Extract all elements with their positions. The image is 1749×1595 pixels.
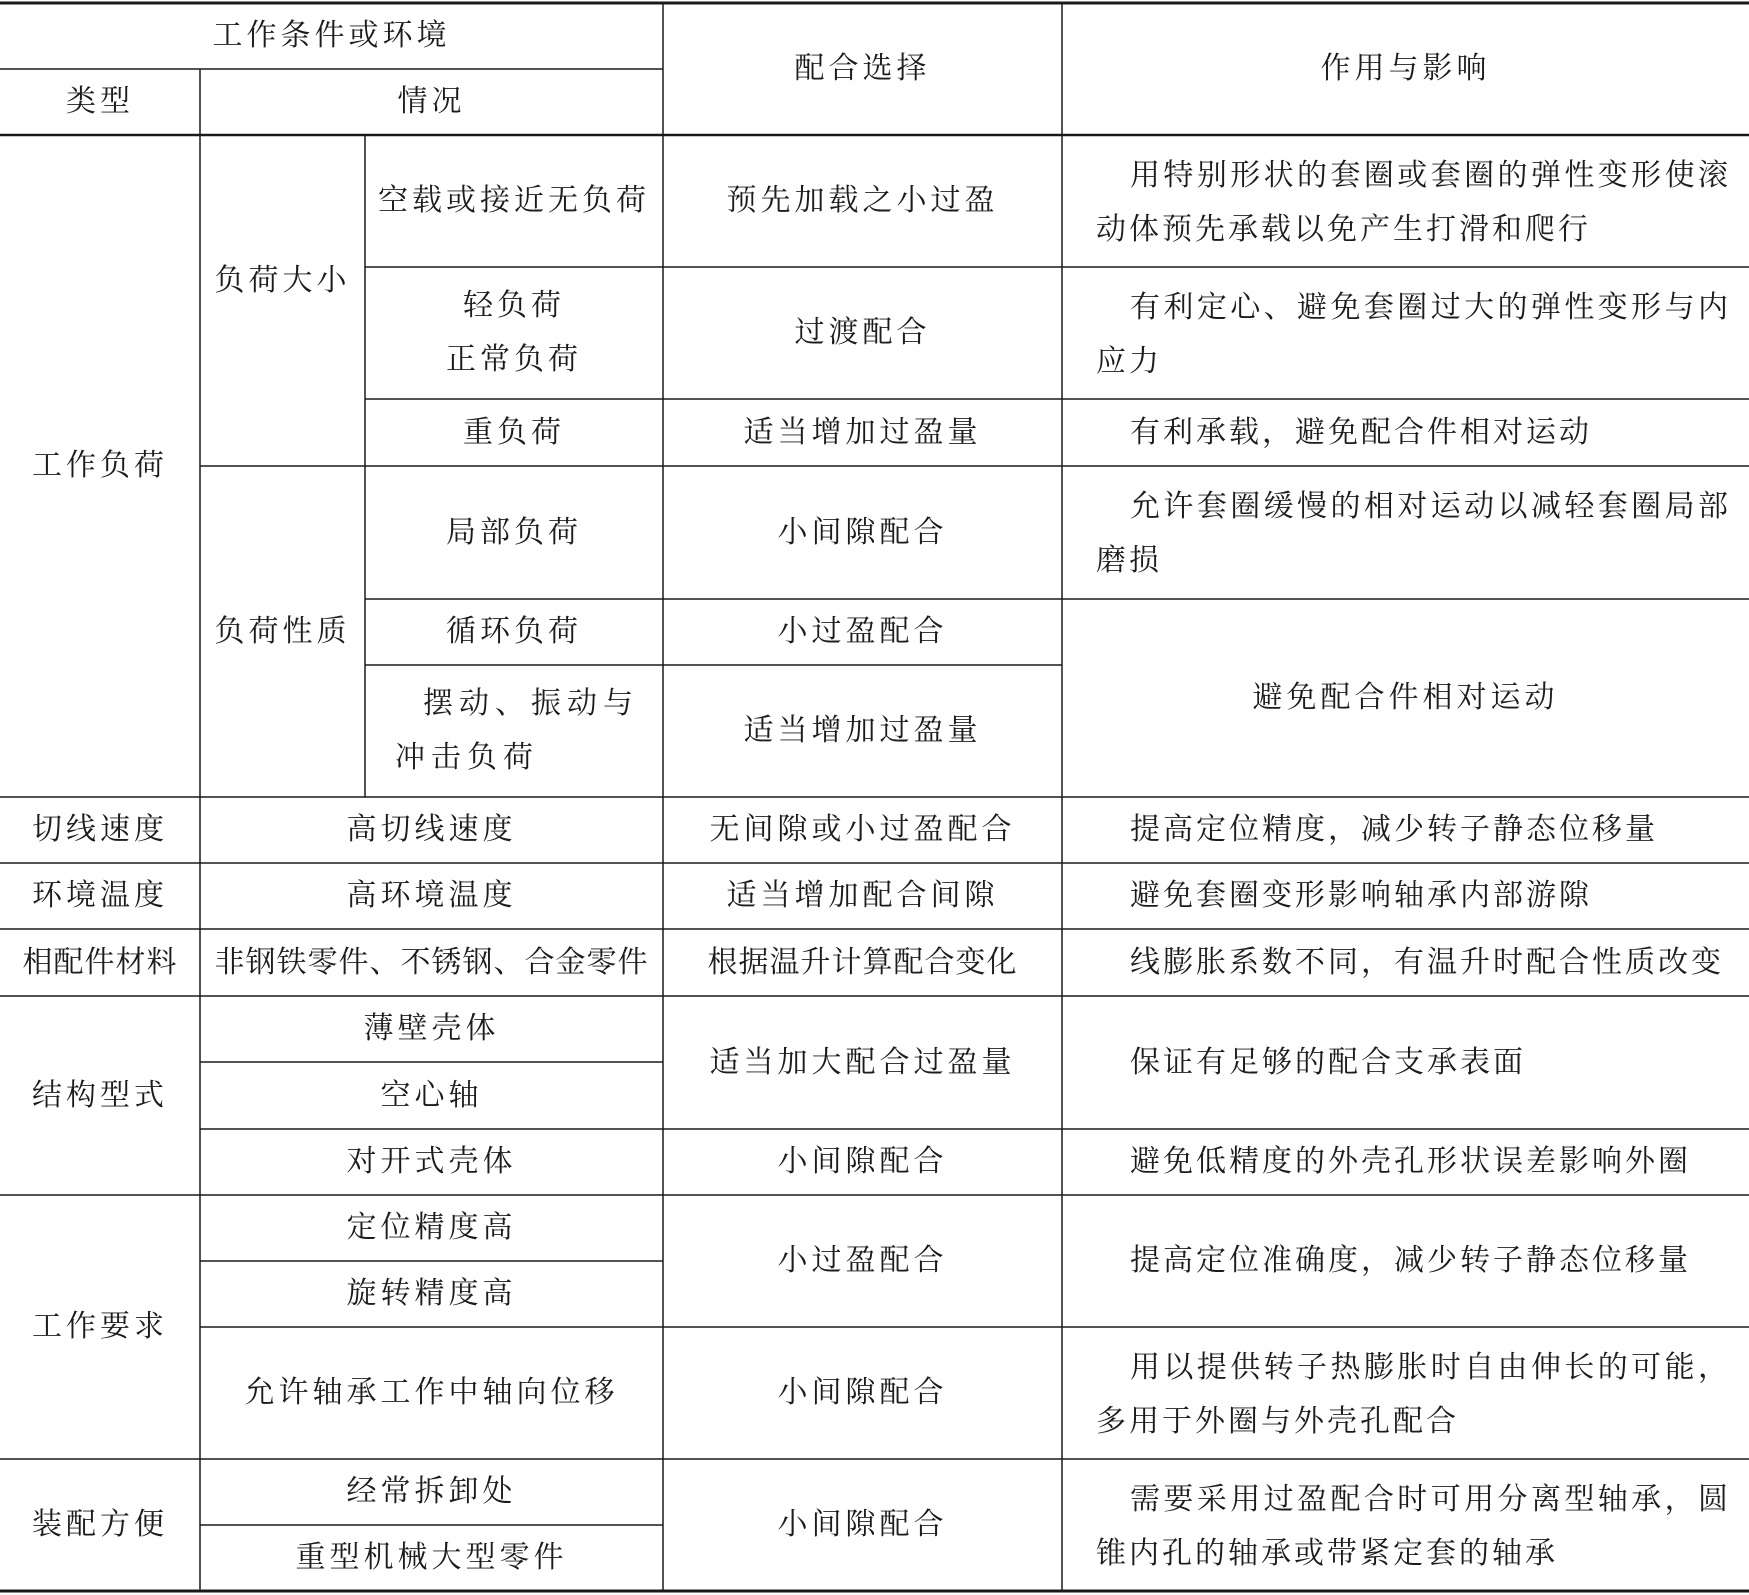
header-type: 类型 <box>66 84 134 119</box>
effect-split-housing: 避免低精度的外壳孔形状误差影响外圈 <box>1130 1144 1691 1179</box>
effect-local-load: 允许套圈缓慢的相对运动以减轻套圈局部磨损 <box>1096 489 1731 578</box>
fit-swing-vibration-load: 适当增加过盈量 <box>743 713 982 748</box>
effect-assembly: 需要采用过盈配合时可用分离型轴承，圆锥内孔的轴承或带紧定套的轴承 <box>1096 1482 1731 1571</box>
header-fit-choice: 配合选择 <box>794 51 931 86</box>
situation-normal-load: 正常负荷 <box>446 342 582 377</box>
subcategory-load-size: 负荷大小 <box>214 262 351 298</box>
category-mating-material: 相配件材料 <box>22 944 178 980</box>
situation-heavy-machinery-parts: 重型机械大型零件 <box>295 1540 568 1575</box>
situation-no-load: 空载或接近无负荷 <box>378 183 650 218</box>
fit-heavy-load: 适当增加过盈量 <box>743 414 982 450</box>
effect-high-speed: 提高定位精度，减少转子静态位移量 <box>1130 812 1658 847</box>
effect-light-normal-load: 有利定心、避免套圈过大的弹性变形与内应力 <box>1096 290 1731 379</box>
situation-nonferrous-parts: 非钢铁零件、不锈钢、合金零件 <box>214 944 649 980</box>
effect-expansion-coefficient: 线膨胀系数不同，有温升时配合性质改变 <box>1130 944 1724 980</box>
category-assembly-convenience: 装配方便 <box>32 1507 168 1542</box>
effect-heavy-load: 有利承载，避免配合件相对运动 <box>1130 414 1592 450</box>
situation-axial-displacement: 允许轴承工作中轴向位移 <box>244 1375 619 1410</box>
effect-load-nature-shared: 避免配合件相对运动 <box>1252 680 1559 715</box>
header-conditions: 工作条件或环境 <box>212 18 451 53</box>
fit-axial-displacement: 小间隙配合 <box>777 1375 948 1410</box>
situation-local-load: 局部负荷 <box>446 514 582 550</box>
situation-light-normal-load <box>365 267 663 399</box>
fit-temperature-rise: 根据温升计算配合变化 <box>707 944 1018 980</box>
category-ambient-temperature: 环境温度 <box>32 878 168 913</box>
header-effect: 作用与影响 <box>1320 51 1491 86</box>
effect-no-load: 用特别形状的套圈或套圈的弹性变形使滚动体预先承载以免产生打滑和爬行 <box>1096 158 1731 247</box>
situation-swing-vibration-load: 摆动、振动与冲击负荷 <box>395 686 639 775</box>
situation-high-rotation-accuracy: 旋转精度高 <box>346 1276 517 1311</box>
effect-accuracy-requirement: 提高定位准确度，减少转子静态位移量 <box>1130 1243 1691 1278</box>
effect-axial-displacement: 用以提供转子热膨胀时自由伸长的可能，多用于外圈与外壳孔配合 <box>1096 1350 1731 1439</box>
fit-assembly: 小间隙配合 <box>777 1507 948 1542</box>
fit-high-temperature: 适当增加配合间隙 <box>726 878 999 913</box>
fit-local-load: 小间隙配合 <box>777 514 948 550</box>
effect-high-temperature: 避免套圈变形影响轴承内部游隙 <box>1130 878 1592 913</box>
situation-light-load: 轻负荷 <box>463 288 565 323</box>
category-work-requirement: 工作要求 <box>32 1309 168 1344</box>
header-situation: 情况 <box>397 84 466 119</box>
situation-high-speed: 高切线速度 <box>346 812 517 847</box>
situation-high-positioning-accuracy: 定位精度高 <box>346 1210 517 1245</box>
subcategory-load-nature: 负荷性质 <box>214 613 351 649</box>
situation-circulating-load: 循环负荷 <box>446 614 582 649</box>
fit-circulating-load: 小过盈配合 <box>777 614 948 649</box>
situation-thin-wall-housing: 薄壁壳体 <box>363 1011 500 1046</box>
fit-increase-interference: 适当加大配合过盈量 <box>709 1044 1016 1080</box>
category-tangential-speed: 切线速度 <box>32 812 168 847</box>
fit-light-normal-load: 过渡配合 <box>794 315 931 350</box>
situation-hollow-shaft: 空心轴 <box>380 1077 483 1113</box>
situation-heavy-load: 重负荷 <box>463 414 565 450</box>
effect-support-surface: 保证有足够的配合支承表面 <box>1130 1044 1526 1080</box>
fit-accuracy-requirement: 小过盈配合 <box>777 1243 948 1278</box>
category-work-load: 工作负荷 <box>32 448 168 483</box>
fit-no-load: 预先加载之小过盈 <box>726 183 999 218</box>
situation-high-temperature: 高环境温度 <box>346 878 517 913</box>
category-structure-type: 结构型式 <box>32 1077 168 1113</box>
situation-split-housing: 对开式壳体 <box>346 1144 517 1179</box>
fit-split-housing: 小间隙配合 <box>777 1144 948 1179</box>
fit-high-speed: 无间隙或小过盈配合 <box>709 812 1016 847</box>
situation-frequent-disassembly: 经常拆卸处 <box>346 1474 517 1509</box>
